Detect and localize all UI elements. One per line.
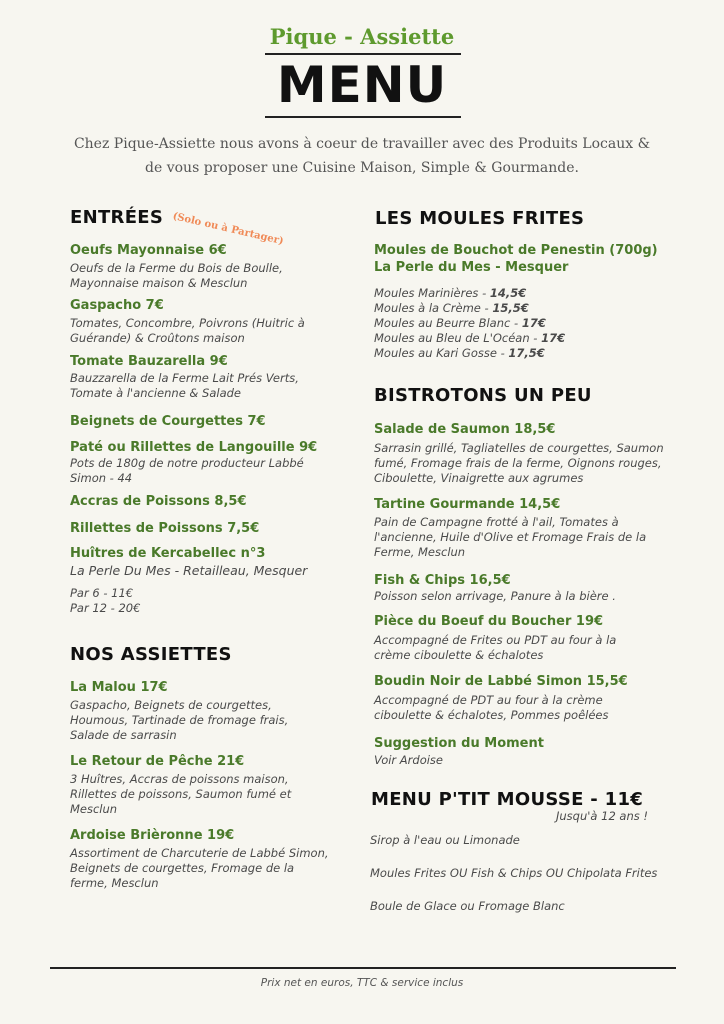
menu-item-desc xyxy=(374,633,616,663)
section-title-moules: LES MOULES FRITES xyxy=(375,208,585,229)
menu-item-desc xyxy=(70,456,304,486)
section-title-entrees: ENTRÉES xyxy=(70,207,164,228)
moules-name: Moules Marinières - xyxy=(374,286,490,300)
menu-item-name: Rillettes de Poissons 7,5€ xyxy=(70,521,260,536)
moules-line xyxy=(374,346,565,361)
menu-item-desc xyxy=(70,261,283,291)
menu-item-name: Fish & Chips 16,5€ xyxy=(374,573,511,588)
desc-line: Beignets de courgettes, Fromage de la xyxy=(70,861,295,875)
price-line: Par 12 - 20€ xyxy=(70,601,141,615)
menu-item-name: Boudin Noir de Labbé Simon 15,5€ xyxy=(374,674,628,689)
desc-line: Oeufs de la Ferme du Bois de Boulle, xyxy=(70,261,283,275)
menu-item-desc xyxy=(70,772,291,817)
desc-line: Mayonnaise maison & Mesclun xyxy=(70,276,248,290)
menu-item-name: Paté ou Rillettes de Langouille 9€ xyxy=(70,440,318,455)
section-title-bistrotons: BISTROTONS UN PEU xyxy=(374,385,592,406)
moules-line xyxy=(374,286,565,301)
kids-menu-line: Moules Frites OU Fish & Chips OU Chipolata Frites xyxy=(370,866,658,880)
moules-name: Moules au Bleu de L'Océan - xyxy=(374,331,542,345)
desc-line: Tomates, Concombre, Poivrons (Huitric à xyxy=(70,316,305,330)
desc-line: La Perle Du Mes - Retailleau, Mesquer xyxy=(70,563,308,578)
moules-line xyxy=(374,301,565,316)
menu-item-desc xyxy=(374,515,646,560)
moules-name: Moules au Beurre Blanc - xyxy=(374,316,522,330)
menu-item-name: Beignets de Courgettes 7€ xyxy=(70,414,266,429)
brand-name: Pique - Assiette xyxy=(269,24,455,49)
desc-line: Accompagné de PDT au four à la crème xyxy=(374,693,603,707)
menu-item-name: Suggestion du Moment xyxy=(374,736,544,751)
title-rule-bottom xyxy=(265,116,461,118)
desc-line: Mesclun xyxy=(70,802,118,816)
intro-line-1: Chez Pique-Assiette nous avons à coeur de travailler avec des Produits Locaux & xyxy=(73,136,651,152)
desc-line: Rillettes de poissons, Saumon fumé et xyxy=(70,787,292,801)
intro-line-2: de vous proposer une Cuisine Maison, Simple & Gourmande. xyxy=(145,160,579,176)
desc-line: Poisson selon arrivage, Panure à la bière . xyxy=(374,589,616,603)
oyster-prices xyxy=(70,586,140,616)
entrees-share-note: (Solo ou à Partager) xyxy=(171,211,285,248)
section-title-kids-menu: MENU P'TIT MOUSSE - 11€ xyxy=(371,789,644,810)
moules-price: 17€ xyxy=(521,316,546,330)
menu-item-name: Ardoise Brièronne 19€ xyxy=(70,828,235,843)
section-title-assiettes: NOS ASSIETTES xyxy=(70,644,232,665)
menu-item-desc xyxy=(374,441,664,486)
kids-menu-age-note: Jusqu'à 12 ans ! xyxy=(556,809,649,823)
moules-name: Moules à la Crème - xyxy=(374,301,493,315)
kids-menu-line: Sirop à l'eau ou Limonade xyxy=(370,833,520,847)
menu-item-name: Tomate Bauzarella 9€ xyxy=(70,354,228,369)
footer-divider xyxy=(50,967,676,969)
menu-item-name: Pièce du Boeuf du Boucher 19€ xyxy=(374,614,604,629)
desc-line: Assortiment de Charcuterie de Labbé Simon, xyxy=(70,846,329,860)
menu-item-desc xyxy=(374,693,608,723)
desc-line: Salade de sarrasin xyxy=(70,728,177,742)
moules-price: 14,5€ xyxy=(489,286,527,300)
desc-line: Pots de 180g de notre producteur Labbé xyxy=(70,456,304,470)
menu-item-name: Gaspacho 7€ xyxy=(70,298,164,313)
page-title: MENU xyxy=(276,56,448,114)
menu-item-name: Tartine Gourmande 14,5€ xyxy=(374,497,561,512)
desc-line: Houmous, Tartinade de fromage frais, xyxy=(70,713,289,727)
moules-list xyxy=(374,286,565,361)
menu-item-desc xyxy=(70,371,299,401)
price-line: Par 6 - 11€ xyxy=(70,586,134,600)
intro-text xyxy=(60,132,664,180)
menu-item-desc xyxy=(70,698,288,743)
menu-item-desc xyxy=(70,846,329,891)
menu-item-desc xyxy=(70,316,305,346)
desc-line: crème ciboulette & échalotes xyxy=(374,648,544,662)
desc-line: Simon - 44 xyxy=(70,471,133,485)
moules-line xyxy=(374,316,565,331)
desc-line: fumé, Fromage frais de la ferme, Oignons rouges, xyxy=(374,456,662,470)
title-rule-top xyxy=(265,53,461,55)
menu-item-desc xyxy=(374,753,443,768)
desc-line: ferme, Mesclun xyxy=(70,876,159,890)
desc-line: ciboulette & échalotes, Pommes poêlées xyxy=(374,708,609,722)
moules-name: Moules au Kari Gosse - xyxy=(374,346,509,360)
menu-item-name: Le Retour de Pêche 21€ xyxy=(70,754,245,769)
desc-line: Voir Ardoise xyxy=(374,753,443,767)
moules-heading: Moules de Bouchot de Penestin (700g) xyxy=(374,243,658,258)
menu-item-name: La Malou 17€ xyxy=(70,680,168,695)
desc-line: Accompagné de Frites ou PDT au four à la xyxy=(374,633,617,647)
desc-line: 3 Huîtres, Accras de poissons maison, xyxy=(70,772,289,786)
moules-line xyxy=(374,331,565,346)
moules-price: 15,5€ xyxy=(492,301,529,315)
desc-line: Pain de Campagne frotté à l'ail, Tomates à xyxy=(374,515,619,529)
footer-note: Prix net en euros, TTC & service inclus xyxy=(260,977,464,989)
menu-item-desc xyxy=(70,563,307,578)
menu-item-desc xyxy=(374,589,616,604)
desc-line: Sarrasin grillé, Tagliatelles de courgettes, Saumon xyxy=(374,441,664,455)
desc-line: Ciboulette, Vinaigrette aux agrumes xyxy=(374,471,584,485)
moules-price: 17€ xyxy=(541,331,566,345)
desc-line: Gaspacho, Beignets de courgettes, xyxy=(70,698,272,712)
desc-line: Tomate à l'ancienne & Salade xyxy=(70,386,242,400)
moules-price: 17,5€ xyxy=(508,346,545,360)
desc-line: Bauzzarella de la Ferme Lait Prés Verts, xyxy=(70,371,299,385)
moules-subheading: La Perle du Mes - Mesquer xyxy=(374,260,569,275)
menu-item-name: Oeufs Mayonnaise 6€ xyxy=(70,243,227,258)
kids-menu-line: Boule de Glace ou Fromage Blanc xyxy=(370,899,565,913)
menu-item-name: Accras de Poissons 8,5€ xyxy=(70,494,247,509)
desc-line: l'ancienne, Huile d'Olive et Fromage Frais de la xyxy=(374,530,647,544)
menu-item-name: Salade de Saumon 18,5€ xyxy=(374,422,556,437)
desc-line: Ferme, Mesclun xyxy=(374,545,466,559)
menu-item-name: Huîtres de Kercabellec n°3 xyxy=(70,546,266,561)
desc-line: Guérande) & Croûtons maison xyxy=(70,331,245,345)
